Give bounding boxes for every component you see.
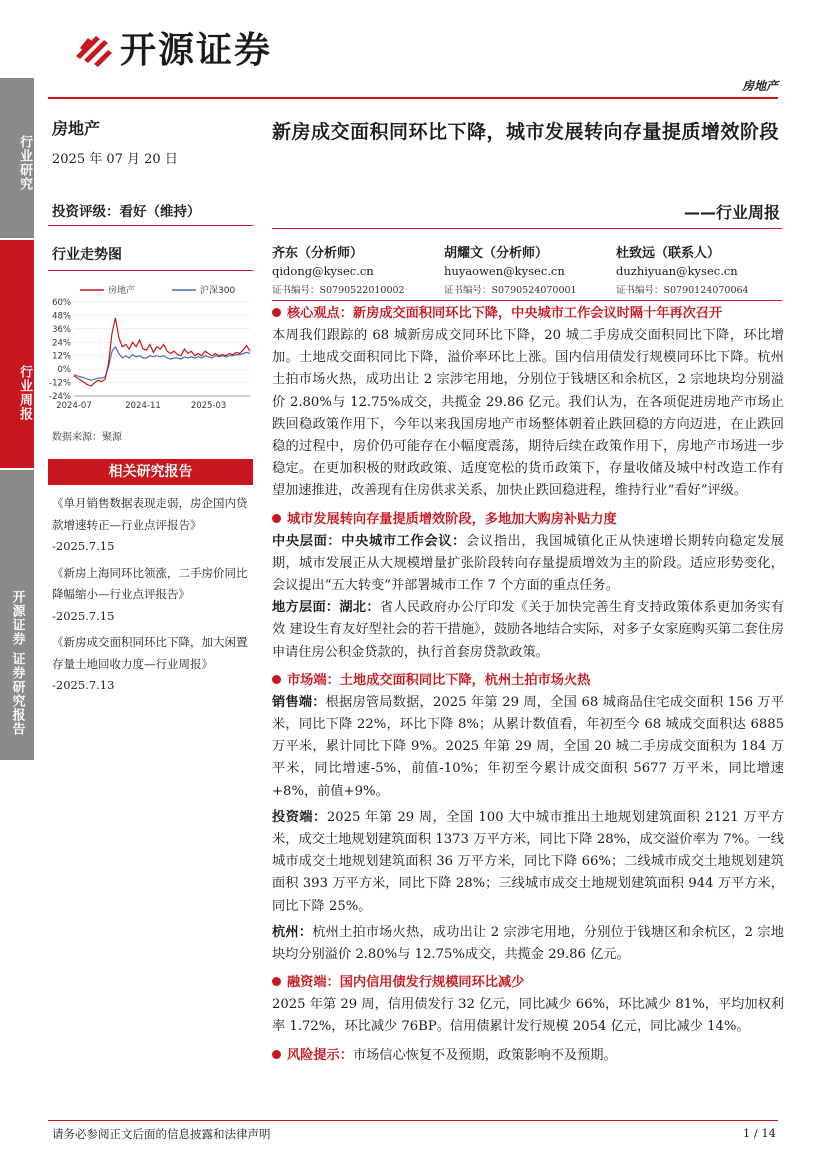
risk-text — [272, 1045, 784, 1067]
analyst-cert: 证书编号：S0790524070001 — [444, 285, 577, 296]
x-tick-label: 2025-03 — [190, 401, 227, 411]
related-item-date: -2025.7.15 — [52, 608, 115, 623]
analyst-email[interactable]: duzhiyuan@kysec.cn — [616, 264, 738, 278]
trend-title: 行业走势图 — [52, 247, 122, 263]
related-item[interactable] — [52, 632, 252, 697]
rating-rule — [48, 225, 253, 226]
y-tick-label: 36% — [52, 324, 71, 335]
side-tag-brand — [0, 470, 34, 760]
bullet-icon — [272, 675, 281, 684]
page-number: 1 / 14 — [742, 1126, 776, 1140]
legend-label-real-estate: 房地产 — [108, 286, 136, 296]
trend-chart — [40, 280, 255, 420]
core-view-text: 本周我们跟踪的 68 城新房成交同环比下降，20 城二手房成交面积同比下降，环比增加。土地成交面积同比下降，溢价率环比上涨。国内信用债发行规模同环比下降。杭州土拍市场火热，成功出让 2 宗涉宅用地，分别位于钱塘区和余杭区，2 宗地块均分别溢价 2.80%与 12.75%成交，共揽金 29.86 亿元。我们认为，在各项促进房地产市场止跌回稳政策作用下，今年以来我国房地产市场整体朝着止跌回稳的方向迈进，在止跌回稳的过程中，房价仍可能存在小幅度震荡，期待后续在政策作用下，房地产市场进一步稳定。在更加积极的财政政策、适度宽松的货币政策下，存量收储及城中村改造工作有望加速推进，改善现有住房供求关系，加快止跌回稳进程，维持行业“看好”评级。 — [272, 328, 784, 499]
title-rule — [272, 228, 782, 229]
side-tag-industry-research: 行业研究 — [0, 78, 34, 238]
related-item[interactable] — [52, 493, 252, 558]
related-title-bar — [48, 459, 253, 485]
related-item-title: 《新房成交面积同环比下降，加大闲置存量土地回收力度—行业周报》 — [52, 635, 248, 671]
report-type: ——行业周报 — [683, 203, 780, 222]
analyst-block — [272, 242, 784, 296]
analyst-name: 齐东（分析师） — [272, 246, 364, 261]
related-item-date: -2025.7.13 — [52, 678, 115, 692]
rating-value: 看好（维持） — [119, 204, 201, 220]
y-tick-label: -12% — [49, 378, 71, 389]
report-body — [272, 303, 784, 1067]
y-tick-label: 0% — [57, 365, 71, 376]
related-item-title: 《新房上海同环比领涨，二手房价同比降幅缩小—行业点评报告》 — [52, 565, 248, 601]
central-level-body: 会议指出，我国城镇化正从快速增长期转向稳定发展期，城市发展正从大规模增量扩张阶段转向存量提质增效为主的阶段。适应形势变化，会议提出“五大转变”并部署城市工作 7 个方面的重点任务。 — [272, 533, 784, 594]
footer-disclaimer: 请务必参阅正文后面的信息披露和法律声明 — [52, 1127, 271, 1141]
brand-name: 开源证券 — [120, 30, 273, 71]
brand-mark-icon — [74, 30, 114, 70]
side-tag-research-report: 证券研究报告 — [9, 652, 25, 736]
analyst-name: 胡耀文（分析师） — [444, 246, 549, 261]
chart-source: 数据来源：聚源 — [52, 432, 122, 443]
analyst-card — [616, 242, 784, 296]
financing-text: 2025 年第 29 周，信用债发行 32 亿元，同比减少 66%，环比减少 81%，平均加权利率 1.72%，环比减少 76BP。信用债累计发行规模 2054 亿元，同比减少 14%。 — [272, 997, 784, 1035]
bullet-icon — [272, 977, 281, 986]
series-line-real-estate — [74, 318, 250, 386]
investment-body: 2025 年第 29 周，全国 100 大中城市推出土地规划建筑面积 2121 万平方米，成交土地规划建筑面积 1373 万平方米，同比下降 28%，成交溢价率为 7%。一线城市成交土地规划建筑面积 36 万平方米，同比下降 66%；二线城市成交土地规划建筑面积 393 万平方米，同比下降 28%；三线城市成交土地规划建筑面积 944 万平方米，同比下降 25%。 — [272, 809, 784, 914]
local-level-body: 省人民政府办公厅印发《关于加快完善生育支持政策体系更加务实有效 建设生育友好型社会的若干措施》，鼓励各地结合实际，对多子女家庭购买第二套住房申请住房公积金贷款的，执行首套房贷款政策。 — [272, 600, 785, 660]
bullet-icon — [272, 308, 281, 317]
bullet-icon — [272, 1050, 281, 1059]
central-level-text — [272, 531, 784, 598]
analyst-card — [272, 242, 440, 296]
y-tick-label: 60% — [52, 298, 71, 308]
analyst-email[interactable]: qidong@kysec.cn — [272, 264, 374, 278]
legend-label-csi300: 沪深300 — [200, 286, 236, 296]
investment-text — [272, 807, 784, 918]
side-tag-brand-name: 开源证券 — [9, 590, 25, 646]
y-tick-label: 24% — [52, 338, 71, 349]
report-title: 新房成交面积同环比下降，城市发展转向存量提质增效阶段 — [272, 121, 780, 143]
section-core-view — [272, 303, 784, 325]
brand-logo — [74, 30, 114, 70]
series-line-csi300 — [74, 347, 250, 381]
risk-label: 风险提示： — [287, 1047, 353, 1063]
footer-rule — [48, 1120, 778, 1121]
y-tick-label: 12% — [52, 351, 71, 362]
report-date: 2025 年 07 月 20 日 — [52, 152, 178, 167]
section-financing — [272, 972, 784, 994]
related-item[interactable] — [52, 563, 252, 628]
analyst-cert: 证书编号：S0790124070064 — [616, 285, 749, 296]
risk-body: 市场信心恢复不及预期，政策影响不及预期。 — [352, 1047, 617, 1063]
section-title: 市场端：土地成交面积同比下降，杭州土拍市场火热 — [287, 672, 591, 688]
section-title: 核心观点：新房成交面积同环比下降，中央城市工作会议时隔十年再次召开 — [287, 306, 723, 321]
related-title: 相关研究报告 — [108, 464, 193, 480]
section-market — [272, 670, 784, 692]
trend-rule — [48, 270, 253, 271]
header-rule — [48, 97, 778, 99]
rating — [52, 200, 201, 220]
analyst-rule — [272, 300, 782, 301]
bullet-icon — [272, 514, 281, 523]
hangzhou-label: 杭州： — [272, 924, 313, 940]
sales-body: 根据房管局数据，2025 年第 29 周，全国 68 城商品住宅成交面积 156 万平米，同比下降 22%，环比下降 8%；从累计数值看，年初至今 68 城成交面积达 6885 万平米，累计同比下降 9%。2025 年第 29 周，全国 20 城二手房成交面积为 184 万平米，同比增速-5%，前值-10%；年初至今累计成交面积 5677 万平米，同比增速+8%，前值+9%。 — [272, 694, 784, 799]
y-tick-label: -24% — [49, 392, 71, 402]
local-level-label: 地方层面：湖北： — [272, 600, 380, 616]
analyst-card — [444, 242, 612, 296]
x-tick-label: 2024-07 — [56, 401, 92, 411]
related-list — [52, 493, 252, 697]
related-item-date: -2025.7.15 — [52, 539, 115, 553]
analyst-name: 杜致远（联系人） — [616, 246, 721, 261]
investment-label: 投资端： — [272, 809, 327, 825]
local-level-text — [272, 597, 784, 664]
hangzhou-body: 杭州土拍市场火热，成功出让 2 宗涉宅用地，分别位于钱塘区和余杭区，2 宗地块均分别溢价 2.80%与 12.75%成交，共揽金 29.86 亿元。 — [272, 924, 784, 963]
analyst-cert: 证书编号：S0790522010002 — [272, 285, 405, 296]
rating-label: 投资评级： — [52, 204, 120, 220]
header-sector: 房地产 — [741, 79, 778, 93]
side-tag-weekly: 行业周报 — [0, 240, 34, 468]
hangzhou-text — [272, 922, 784, 966]
analyst-email[interactable]: huyaowen@kysec.cn — [444, 264, 565, 278]
section-city-policy — [272, 509, 784, 531]
x-tick-label: 2024-11 — [125, 401, 161, 411]
left-sector: 房地产 — [52, 119, 101, 138]
section-title: 融资端：国内信用债发行规模同环比减少 — [287, 975, 525, 991]
central-level-label: 中央层面：中央城市工作会议： — [272, 533, 466, 549]
section-title: 城市发展转向存量提质增效阶段，多地加大购房补贴力度 — [287, 511, 617, 527]
y-tick-label: 48% — [52, 311, 71, 322]
sales-text — [272, 692, 784, 803]
sales-label: 销售端： — [272, 694, 326, 710]
related-item-title: 《单月销售数据表现走弱，房企国内贷款增速转正—行业点评报告》 — [52, 496, 248, 532]
